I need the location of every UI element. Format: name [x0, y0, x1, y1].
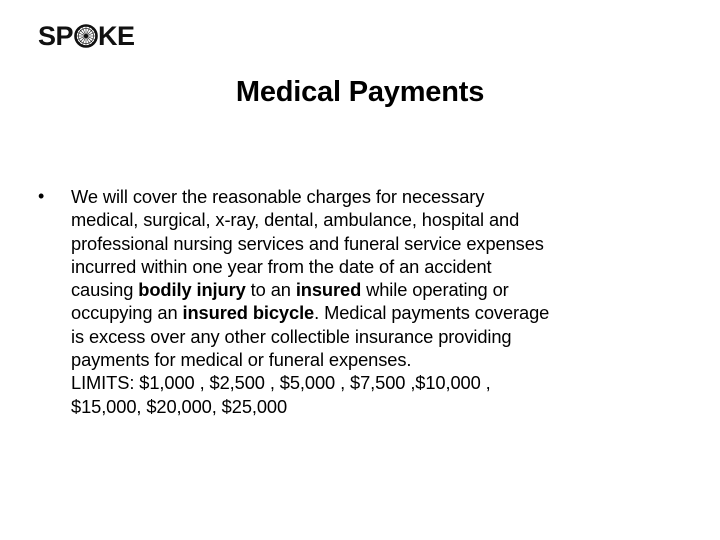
limits-line-2: $15,000, $20,000, $25,000: [71, 395, 288, 417]
logo-text-start: SP: [38, 20, 74, 51]
paragraph-line-3: professional nursing services and funeral service expenses: [71, 232, 544, 254]
paragraph-line-4: incurred within one year from the date of an accident: [71, 255, 492, 277]
paragraph-line-6: [71, 301, 678, 324]
page-title: Medical Payments: [235, 76, 485, 108]
paragraph-line-2: medical, surgical, x-ray, dental, ambulance, hospital and: [71, 209, 520, 231]
line6-post: . Medical payments coverage: [314, 302, 550, 324]
line6-pre: occupying an: [71, 302, 183, 324]
paragraph-line-5: [71, 278, 678, 301]
term-insured: insured: [295, 279, 362, 301]
logo-text-end: KE: [98, 20, 135, 51]
bullet-item: [38, 185, 678, 418]
bicycle-wheel-icon: [74, 24, 98, 48]
spoke-logo: [38, 20, 135, 52]
coverage-paragraph: [71, 185, 678, 418]
line5-pre: causing: [71, 279, 139, 301]
term-bodily-injury: bodily injury: [138, 279, 246, 301]
term-insured-bicycle: insured bicycle: [182, 302, 315, 324]
bullet-marker: •: [38, 186, 45, 206]
paragraph-line-7: is excess over any other collectible insurance providing: [71, 325, 512, 347]
limits-line-1: LIMITS: $1,000 , $2,500 , $5,000 , $7,500 ,$10,000 ,: [71, 372, 491, 394]
paragraph-line-1: We will cover the reasonable charges for necessary: [71, 186, 485, 207]
line5-mid: to an: [245, 279, 296, 301]
paragraph-line-8: payments for medical or funeral expenses.: [71, 349, 412, 371]
line5-post: while operating or: [361, 279, 509, 301]
